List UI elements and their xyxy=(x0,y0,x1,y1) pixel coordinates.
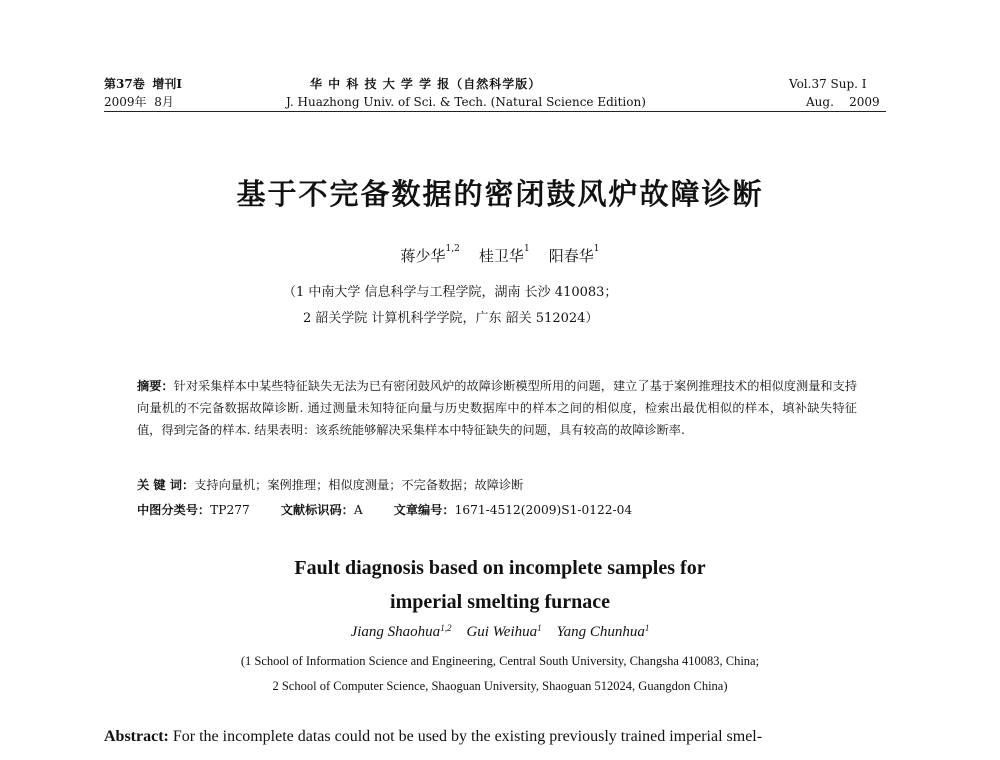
journal-name-cn: 华 中 科 技 大 学 学 报（自然科学版） xyxy=(310,77,542,91)
header-date-cn: 2009年 8月 xyxy=(104,95,174,109)
affiliation-en-1: (1 School of Information Science and Engineering, Central South University, Changsha 410083, China; xyxy=(240,654,760,668)
author-name: Jiang Shaohua xyxy=(350,624,441,640)
abstract-en xyxy=(104,728,762,746)
paper-title-en-line1: Fault diagnosis based on incomplete samples for xyxy=(294,557,706,579)
author-name: 阳春华 xyxy=(548,247,594,265)
author-name: 蒋少华 xyxy=(400,247,446,265)
header-volume: 第37卷 增刊Ⅰ xyxy=(104,77,182,91)
author-name: Gui Weihua xyxy=(466,624,538,640)
header-date-en: Aug. 2009 xyxy=(806,95,880,109)
author-list-en: Jiang Shaohua$^{1,2}$ Gui Weihua$^1$ Yang Chunhua$^1$ xyxy=(350,623,650,640)
affiliation-cn-2: 2 韶关学院 计算机科学学院，广东 韶关 512024） xyxy=(303,311,599,326)
paper-title-cn: 基于不完备数据的密闭鼓风炉故障诊断 xyxy=(236,177,764,211)
author-list-cn: 蒋少华$^{1,2}$ 桂卫华$^1$ 阳春华$^1$ xyxy=(400,244,600,265)
abstract-cn xyxy=(137,375,857,441)
paper-title-en-line2: imperial smelting furnace xyxy=(390,591,610,613)
abstract-label-en: Abstract: xyxy=(104,728,169,745)
keywords-cn: 关 键 词：支持向量机；案例推理；相似度测量；不完备数据；故障诊断 xyxy=(137,478,524,492)
classification-line: 中图分类号：TP277 文献标识码：A 文章编号：1671-4512(2009)S1-0122-04 xyxy=(137,503,633,517)
author-name: 桂卫华 xyxy=(478,247,524,265)
header-volume-en: Vol.37 Sup. Ⅰ xyxy=(789,77,867,91)
journal-name-en: J. Huazhong Univ. of Sci. & Tech. (Natural Science Edition) xyxy=(286,95,646,109)
author-name: Yang Chunhua xyxy=(556,624,645,640)
abstract-text-cn: 针对采集样本中某些特征缺失无法为已有密闭鼓风炉的故障诊断模型所用的问题，建立了基于案例推理技术的相似度测量和支持向量机的不完备数据故障诊断. 通过测量未知特征向量与历史数据库中的样本之间的相似度，检索出最优相似的样本，填补缺失特征值，得到完备的样本. 结果表明：该系统能够解决采集样本中特征缺失的问题，具有较高的故障诊断率. xyxy=(137,379,858,437)
abstract-label-cn: 摘要： xyxy=(137,379,174,393)
abstract-text-en: For the incomplete datas could not be used by the existing previously trained imperial smel- xyxy=(172,728,763,745)
affiliation-en-2: 2 School of Computer Science, Shaoguan University, Shaoguan 512024, Guangdon China) xyxy=(272,679,728,693)
affiliation-cn-1: （1 中南大学 信息科学与工程学院，湖南 长沙 410083； xyxy=(283,285,618,300)
header-rule xyxy=(104,111,886,112)
